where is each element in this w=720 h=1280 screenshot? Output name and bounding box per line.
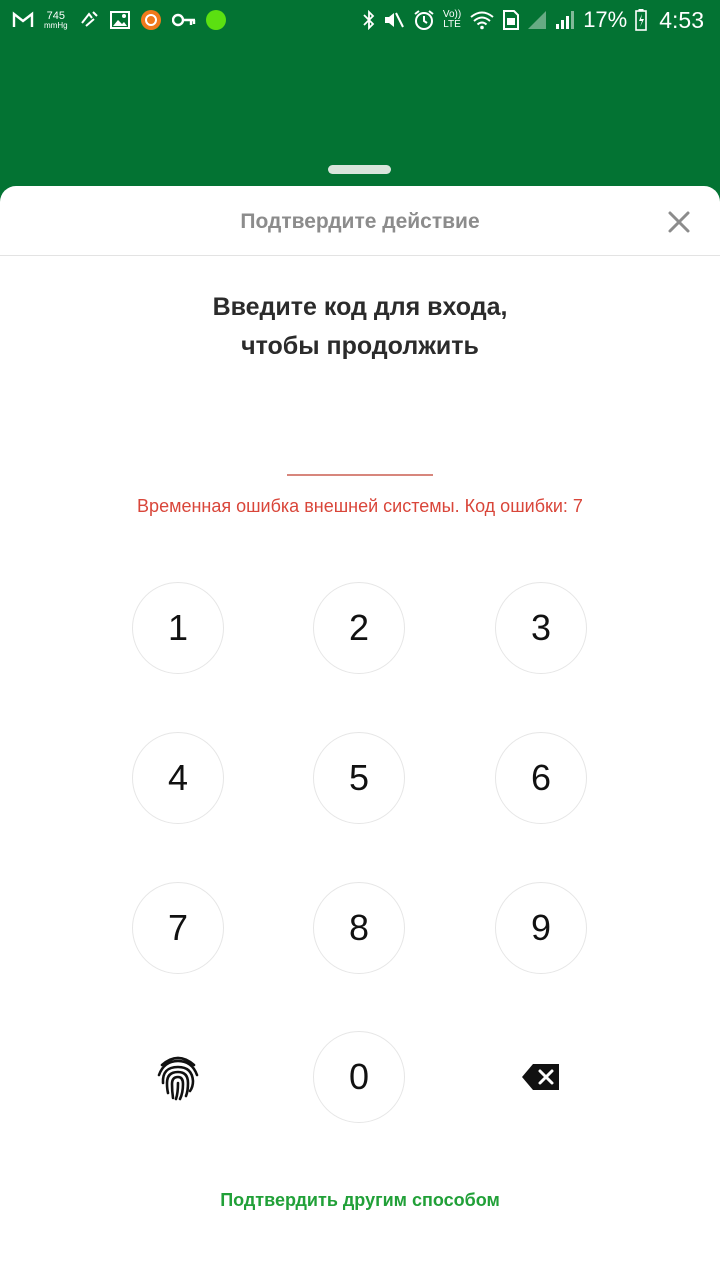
volte-icon [443,10,461,30]
prompt-text [0,288,720,366]
key-0[interactable]: 0 [313,1031,405,1123]
fingerprint-button[interactable] [132,1031,224,1123]
prompt-line-2: чтобы продолжить [241,332,479,360]
key-2[interactable]: 2 [313,582,405,674]
backspace-icon [521,1063,561,1091]
key-icon [172,13,196,27]
drag-handle[interactable] [328,165,391,174]
volte-top: Vo)) [442,9,462,20]
key-4[interactable]: 4 [132,732,224,824]
code-input-underline[interactable] [287,474,433,476]
confirm-sheet [0,186,720,1280]
volte-bottom: LTE [443,19,461,30]
wifi-icon [469,10,495,30]
close-icon [666,209,692,235]
mute-icon [383,10,405,30]
app-badge-icon [140,9,162,31]
sheet-title: Подтвердите действие [240,210,480,233]
battery-percent: 17% [583,7,628,32]
key-6[interactable]: 6 [495,732,587,824]
bluetooth-icon [363,10,375,30]
pressure-value: 745 [46,9,65,22]
alt-confirm-link[interactable]: Подтвердить другим способом [220,1190,500,1210]
sheet-header [0,186,720,256]
error-message: Временная ошибка внешней системы. Код ошибки: 7 [137,496,583,516]
signal-icon [527,10,547,30]
key-3[interactable]: 3 [495,582,587,674]
status-bar [0,0,720,40]
prompt-line-1: Введите код для входа, [212,293,508,321]
alarm-icon [413,9,435,31]
clock: 4:53 [659,6,704,33]
backspace-button[interactable] [495,1031,587,1123]
key-1[interactable]: 1 [132,582,224,674]
gmail-icon [12,11,34,29]
close-button[interactable] [666,209,692,235]
green-dot-icon [206,10,226,30]
key-8[interactable]: 8 [313,882,405,974]
sim-icon [503,10,519,30]
battery-icon [635,9,647,31]
pressure-icon [44,11,68,30]
key-5[interactable]: 5 [313,732,405,824]
signal-icon-2 [555,10,575,30]
key-7[interactable]: 7 [132,882,224,974]
sync-icon [78,9,100,31]
fingerprint-icon [156,1053,200,1101]
pressure-unit: mmHg [44,20,68,30]
key-9[interactable]: 9 [495,882,587,974]
gallery-icon [110,11,130,29]
